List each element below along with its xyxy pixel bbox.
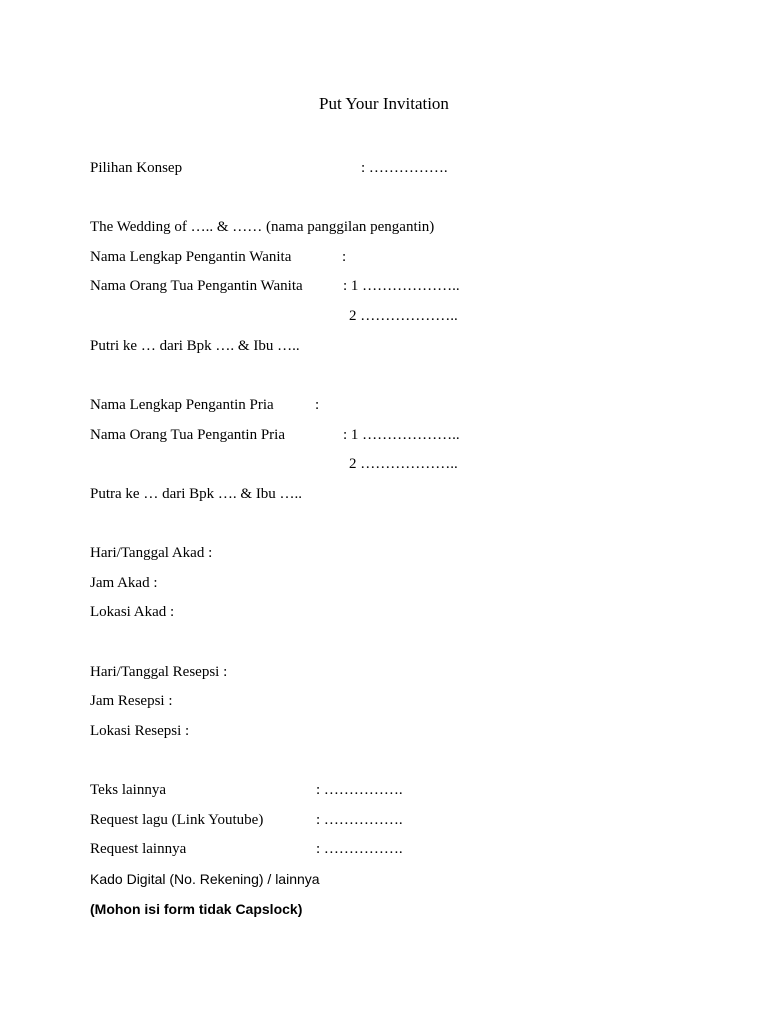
other-text-value: : ……………. (316, 782, 403, 798)
page-title: Put Your Invitation (319, 94, 449, 113)
bride-child-of: Putri ke … dari Bpk …. & Ibu ….. (90, 338, 300, 354)
groom-parents-1: : 1 ……………….. (343, 427, 460, 443)
bride-name-colon: : (342, 249, 347, 265)
bride-parents-label: Nama Orang Tua Pengantin Wanita (90, 278, 303, 294)
song-request-label: Request lagu (Link Youtube) (90, 812, 264, 828)
other-request-value: : ……………. (316, 841, 403, 857)
akad-location-label: Lokasi Akad : (90, 604, 175, 620)
akad-date-label: Hari/Tanggal Akad : (90, 545, 213, 561)
song-request-value: : ……………. (316, 812, 403, 828)
wedding-of-line: The Wedding of ….. & …… (nama panggilan pengantin) (90, 219, 435, 235)
bride-parents-1: : 1 ……………….. (343, 278, 460, 294)
other-request-label: Request lainnya (90, 841, 187, 857)
capslock-note: (Mohon isi form tidak Capslock) (90, 901, 303, 917)
groom-parents-label: Nama Orang Tua Pengantin Pria (90, 427, 285, 443)
bride-name-label: Nama Lengkap Pengantin Wanita (90, 249, 292, 265)
reception-date-label: Hari/Tanggal Resepsi : (90, 664, 228, 680)
konsep-label: Pilihan Konsep (90, 160, 183, 176)
groom-child-of: Putra ke … dari Bpk …. & Ibu ….. (90, 486, 303, 502)
groom-name-colon: : (315, 397, 320, 413)
other-text-label: Teks lainnya (90, 782, 167, 798)
groom-name-label: Nama Lengkap Pengantin Pria (90, 397, 274, 413)
digital-gift-label: Kado Digital (No. Rekening) / lainnya (90, 871, 320, 887)
akad-time-label: Jam Akad : (90, 575, 158, 591)
groom-parents-2: 2 ……………….. (349, 456, 458, 472)
reception-location-label: Lokasi Resepsi : (90, 723, 190, 739)
reception-time-label: Jam Resepsi : (90, 693, 173, 709)
konsep-value: : ……………. (361, 160, 448, 176)
bride-parents-2: 2 ……………….. (349, 308, 458, 324)
